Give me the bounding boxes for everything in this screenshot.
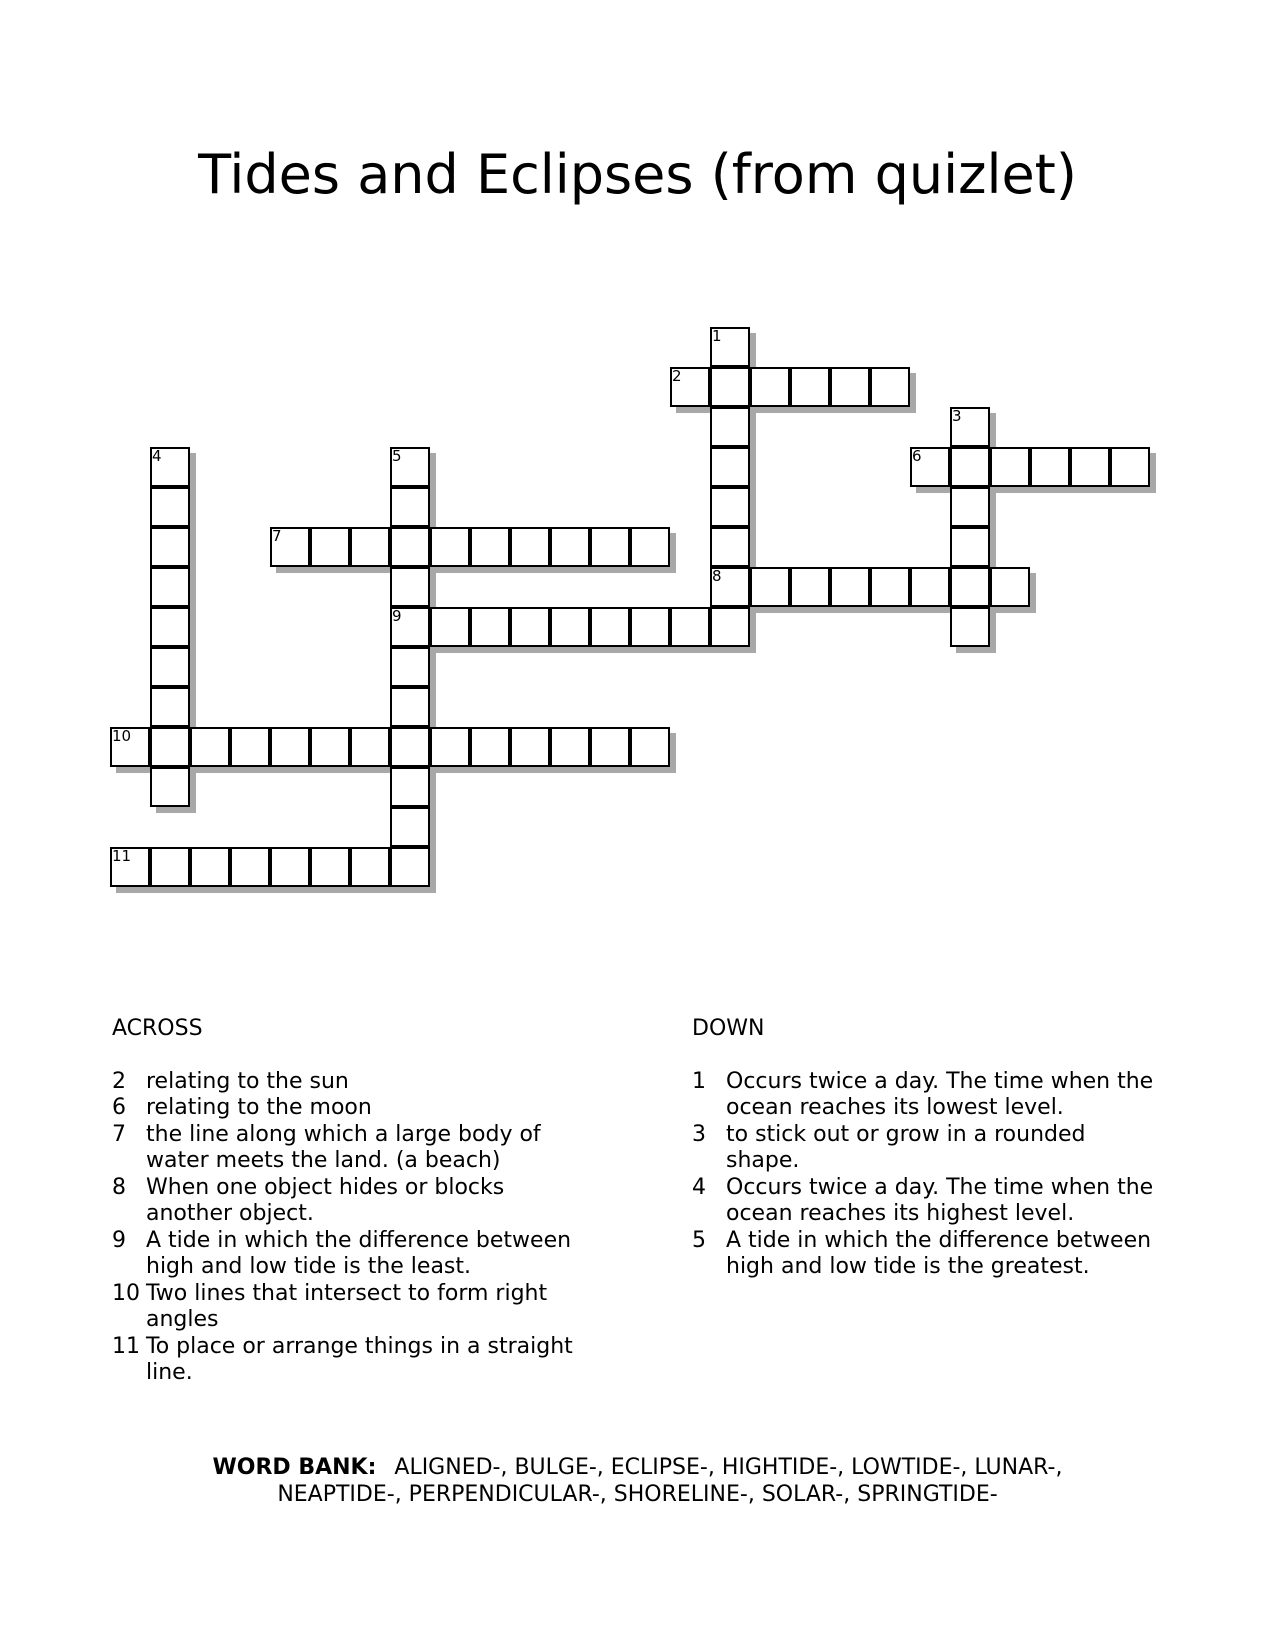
crossword-cell[interactable] [230,727,270,767]
down-clues [692,1016,1162,1281]
crossword-cell[interactable] [990,447,1030,487]
crossword-cell[interactable] [790,367,830,407]
crossword-cell[interactable] [550,607,590,647]
clue-text: Occurs twice a day. The time when the ocean reaches its lowest level. [726,1068,1154,1120]
crossword-cell[interactable] [150,767,190,807]
crossword-cell[interactable] [350,727,390,767]
crossword-cell[interactable] [790,567,830,607]
crossword-cell[interactable] [590,727,630,767]
crossword-cell[interactable] [430,527,470,567]
clue-number: 1 [692,1068,706,1094]
clue-item [112,1281,582,1334]
across-clues [112,1016,582,1387]
crossword-cell[interactable] [710,367,750,407]
crossword-cell[interactable] [870,367,910,407]
clue-text: To place or arrange things in a straight line. [146,1333,573,1385]
cell-number: 9 [392,607,402,625]
crossword-cell[interactable] [830,367,870,407]
clue-text: A tide in which the difference between high and low tide is the greatest. [726,1227,1152,1279]
crossword-cell[interactable] [150,567,190,607]
crossword-cell[interactable] [1030,447,1070,487]
crossword-cell[interactable] [710,527,750,567]
crossword-cell[interactable] [390,847,430,887]
crossword-cell[interactable] [150,687,190,727]
cell-number: 2 [672,367,682,385]
clue-text: When one object hides or blocks another object. [146,1174,505,1226]
crossword-cell[interactable] [550,527,590,567]
clue-number: 8 [112,1174,126,1200]
crossword-cell[interactable] [950,487,990,527]
crossword-cell[interactable] [710,407,750,447]
clue-number: 10 [112,1280,140,1306]
crossword-cell[interactable] [390,567,430,607]
crossword-cell[interactable] [470,607,510,647]
crossword-cell[interactable] [670,607,710,647]
crossword-cell[interactable] [270,847,310,887]
clue-number: 3 [692,1121,706,1147]
crossword-cell[interactable] [1110,447,1150,487]
crossword-cell[interactable] [430,607,470,647]
crossword-cell[interactable] [950,527,990,567]
clue-text: to stick out or grow in a rounded shape. [726,1121,1086,1173]
crossword-cell[interactable] [510,607,550,647]
clue-number: 6 [112,1095,126,1120]
crossword-cell[interactable] [150,647,190,687]
crossword-cell[interactable] [310,527,350,567]
crossword-cell[interactable] [390,767,430,807]
crossword-cell[interactable] [310,727,350,767]
word-bank-label: WORD BANK: [212,1455,377,1480]
crossword-cell[interactable] [430,727,470,767]
clue-item [692,1175,1162,1228]
crossword-cell[interactable] [350,527,390,567]
clue-item [112,1069,582,1096]
crossword-cell[interactable] [470,527,510,567]
crossword-cell[interactable] [630,607,670,647]
crossword-cell[interactable] [510,527,550,567]
clue-text: Occurs twice a day. The time when the ocean reaches its highest level. [726,1174,1154,1226]
crossword-cell[interactable] [150,527,190,567]
clue-number: 2 [112,1068,126,1094]
clue-number: 5 [692,1227,706,1253]
cell-number: 5 [392,447,402,465]
crossword-cell[interactable] [390,727,430,767]
clue-number: 11 [112,1333,140,1359]
crossword-cell[interactable] [750,367,790,407]
word-bank-words: ALIGNED-, BULGE-, ECLIPSE-, HIGHTIDE-, LOWTIDE-, LUNAR-, NEAPTIDE-, PERPENDICULAR-, SHORELINE-, SOLAR-, SPRINGTIDE- [277,1455,1063,1507]
crossword-cell[interactable] [990,567,1030,607]
word-bank [160,1455,1115,1508]
clue-item [692,1228,1162,1281]
crossword-cell[interactable] [270,727,310,767]
crossword-cell[interactable] [910,567,950,607]
crossword-cell[interactable] [710,447,750,487]
clue-item [112,1334,582,1387]
crossword-cell[interactable] [710,487,750,527]
crossword-cell[interactable] [310,847,350,887]
clue-item [112,1095,582,1122]
cell-number: 7 [272,527,282,545]
cell-number: 10 [112,727,132,745]
cell-number: 3 [952,407,962,425]
crossword-cell[interactable] [190,727,230,767]
crossword-cell[interactable] [830,567,870,607]
crossword-cell[interactable] [950,447,990,487]
cell-number: 8 [712,567,722,585]
crossword-cell[interactable] [630,527,670,567]
crossword-cell[interactable] [590,607,630,647]
clue-text: A tide in which the difference between high and low tide is the least. [146,1227,572,1279]
crossword-cell[interactable] [390,647,430,687]
crossword-cell[interactable] [190,847,230,887]
cell-number: 1 [712,327,722,345]
clue-item [112,1122,582,1175]
crossword-cell[interactable] [950,607,990,647]
puzzle-title: Tides and Eclipses (from quizlet) [198,143,1077,206]
crossword-cell[interactable] [390,527,430,567]
crossword-cell[interactable] [390,687,430,727]
crossword-cell[interactable] [630,727,670,767]
clue-item [112,1175,582,1228]
clue-item [692,1069,1162,1122]
crossword-cell[interactable] [470,727,510,767]
clue-number: 9 [112,1227,126,1253]
crossword-cell[interactable] [1070,447,1110,487]
crossword-cell[interactable] [590,527,630,567]
crossword-cell[interactable] [390,807,430,847]
crossword-cell[interactable] [150,607,190,647]
clue-number: 7 [112,1121,126,1147]
clue-text: relating to the sun [146,1068,349,1094]
crossword-cell[interactable] [230,847,270,887]
clue-item [692,1122,1162,1175]
crossword-cell[interactable] [550,727,590,767]
crossword-cell[interactable] [150,727,190,767]
cell-number: 6 [912,447,922,465]
crossword-cell[interactable] [390,487,430,527]
clue-number: 4 [692,1174,706,1200]
clue-text: Two lines that intersect to form right angles [146,1280,548,1332]
crossword-cell[interactable] [510,727,550,767]
crossword-cell[interactable] [150,487,190,527]
crossword-cell[interactable] [710,607,750,647]
clue-text: relating to the moon [146,1095,372,1120]
crossword-cell[interactable] [750,567,790,607]
crossword-cell[interactable] [950,567,990,607]
crossword-cell[interactable] [870,567,910,607]
crossword-cell[interactable] [350,847,390,887]
down-heading: DOWN [692,1016,765,1041]
clue-text: the line along which a large body of water meets the land. (a beach) [146,1121,541,1173]
cell-number: 11 [112,847,132,865]
crossword-cell[interactable] [150,847,190,887]
across-heading: ACROSS [112,1016,203,1041]
clue-item [112,1228,582,1281]
cell-number: 4 [152,447,162,465]
